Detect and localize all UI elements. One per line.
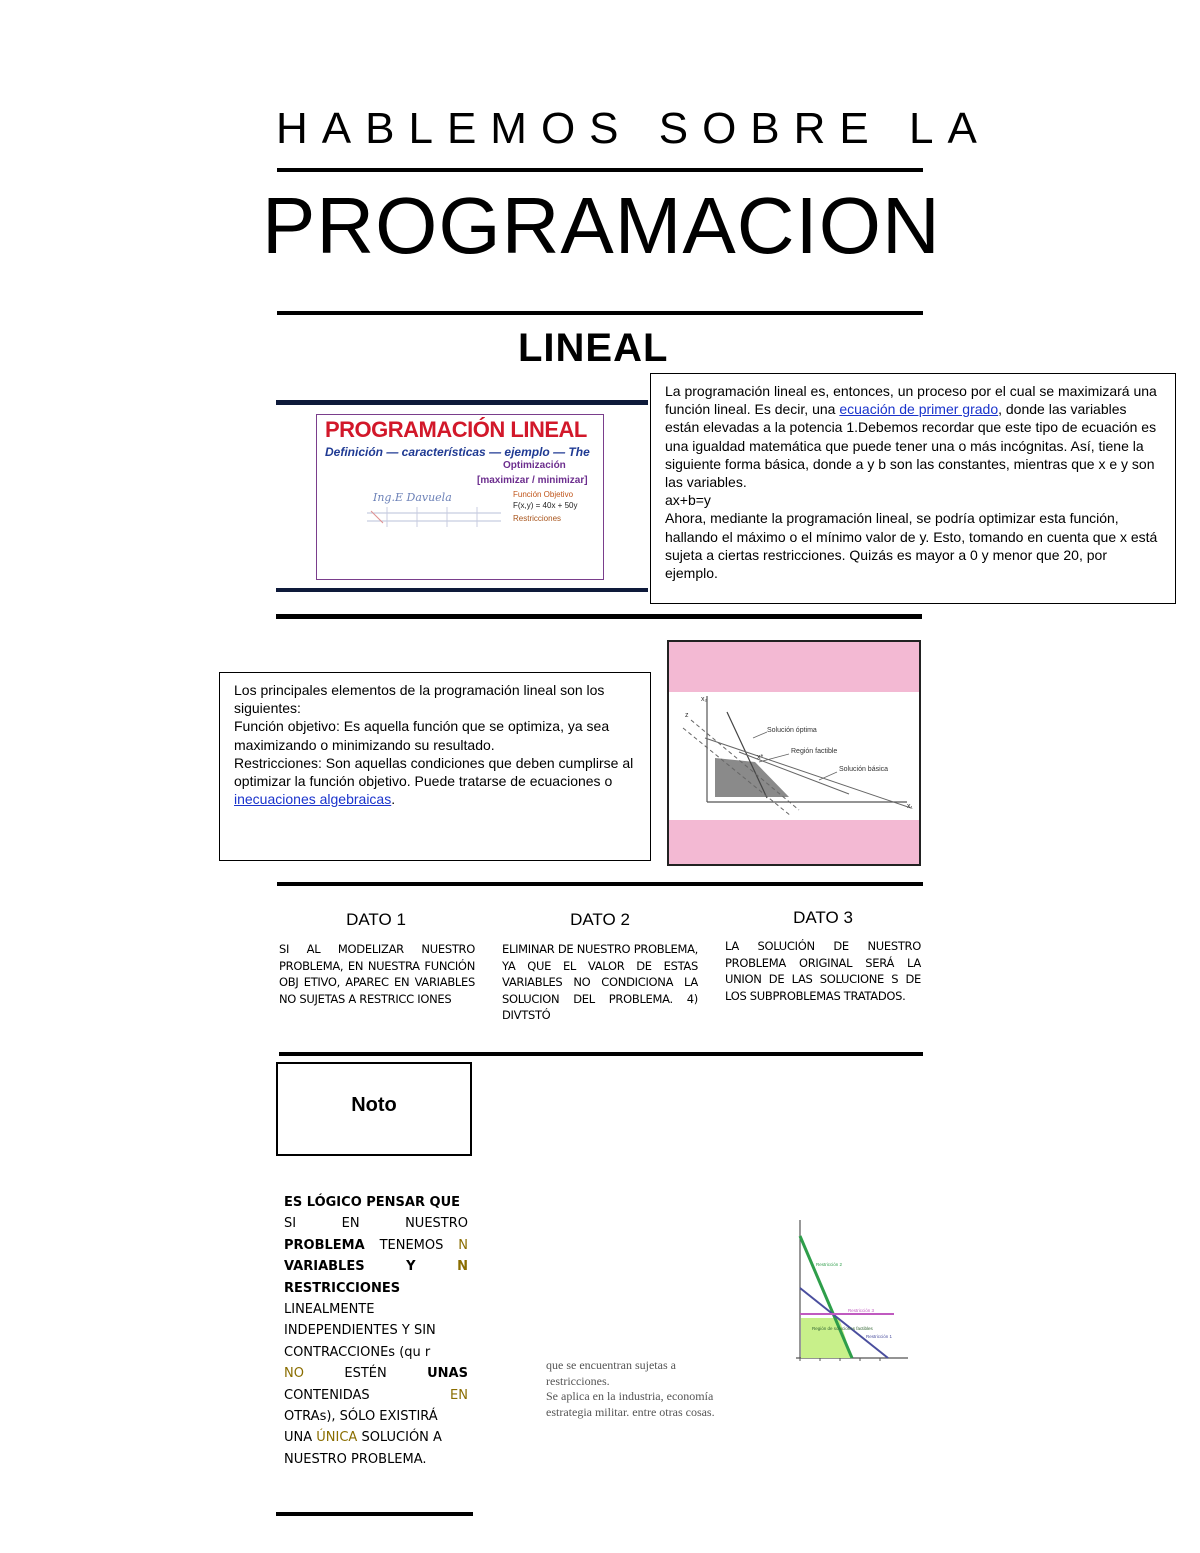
dato-2-text: ELIMINAR DE NUESTRO PROBLEMA, YA QUE EL VALOR DE ESTAS VARIABLES NO CONDICIONA LA SOLUCION DEL PROBLEMA. 4) DIVTSTÓ — [502, 942, 698, 1022]
programacion-lineal-image — [316, 414, 604, 580]
feasible-region-graph — [667, 640, 921, 866]
card-rule-top — [276, 400, 648, 405]
inecuaciones-link[interactable]: inecuaciones algebraicas — [234, 791, 392, 808]
title-line-3: LINEAL — [518, 326, 669, 370]
card-subheading: Definición — características — ejemplo — The — [325, 445, 590, 459]
serif-line-1: que se encuentran sujetas a — [546, 1358, 676, 1372]
card-restricciones: Restricciones — [513, 514, 562, 523]
note-word: PROBLEMA — [284, 1237, 365, 1253]
note-line-11: OTRAs), SÓLO EXISTIRÁ — [284, 1409, 438, 1425]
elements-textbox — [219, 672, 651, 861]
optimization-paragraph: Ahora, mediante la programación lineal, se podría optimizar esta función, hallando el máximo o el mínimo valor de y. Esto, tomando en cuenta que x está sujeta a ciertas restricciones. Quizás es mayor a 0 y menor que 20, por ejemplo. — [665, 510, 1158, 582]
definition-textbox — [650, 373, 1176, 604]
note-word: NUESTRO — [405, 1216, 468, 1232]
serif-line-2: restricciones. — [546, 1373, 610, 1388]
small-graph-label-1: Restricción 2 — [816, 1262, 843, 1267]
graph-x1-label: x₁ — [907, 803, 913, 810]
graph-solucion-optima: Solución óptima — [767, 727, 817, 734]
card-maxmin: [maximizar / minimizar] — [477, 475, 588, 486]
funcion-objetivo-paragraph: Función objetivo: Es aquella función que se optimiza, ya sea maximizando o minimizando su resultado. — [234, 718, 610, 753]
dato-1-heading: DATO 1 — [346, 910, 406, 929]
note-word: EN — [341, 1216, 360, 1232]
note-box — [276, 1062, 472, 1156]
dato-3-heading: DATO 3 — [793, 908, 853, 927]
note-word: SOLUCIÓN A — [357, 1430, 442, 1446]
note-text — [284, 1192, 468, 1470]
serif-excerpt — [546, 1358, 738, 1420]
definition-text-a: La programación lineal es, entonces, un proceso por el cual se maximizará una función lineal. Es decir, una — [665, 383, 1157, 418]
serif-line-3: Se aplica en la industria, economía — [546, 1389, 714, 1403]
card-heading: PROGRAMACIÓN LINEAL — [325, 417, 587, 442]
note-word: TENEMOS — [379, 1237, 444, 1253]
note-word: N — [458, 1237, 468, 1253]
note-word: N — [457, 1259, 468, 1275]
small-graph-region: Región de soluciones factibles — [812, 1326, 873, 1331]
section-rule-2 — [277, 882, 923, 886]
card-grid-sketch — [367, 507, 503, 527]
elements-intro: Los principales elementos de la programación lineal son los siguientes: — [234, 682, 605, 717]
card-formula: F(x,y) = 40x + 50y — [513, 501, 578, 510]
note-bottom-rule — [276, 1512, 473, 1516]
note-word: ESTÉN — [344, 1366, 387, 1382]
graph-region-factible: Región factible — [791, 748, 838, 755]
ecuacion-primer-grado-link[interactable]: ecuación de primer grado — [839, 401, 999, 418]
note-line-1: ES LÓGICO PENSAR QUE — [284, 1195, 461, 1210]
graph-x2-label: x₂ — [701, 696, 708, 703]
dato-2-heading: DATO 2 — [570, 910, 630, 929]
card-funcion-objetivo: Función Objetivo — [513, 490, 574, 499]
note-line-6: LINEALMENTE — [284, 1302, 375, 1318]
note-line-12 — [284, 1427, 468, 1448]
title-rule-2 — [277, 311, 923, 315]
card-optimizacion: Optimización — [503, 460, 566, 471]
small-graph-label-2: Restricción 3 — [848, 1308, 875, 1313]
note-word: NO — [284, 1366, 304, 1382]
card-rule-bottom — [276, 588, 648, 592]
definition-text-b: , donde las variables están elevadas a la potencia 1.Debemos recordar que este tipo de ecuación es una igualdad matemática que puede tener una o más incógnitas. Así, tiene la siguiente forma básica, donde a y b son las constantes, mientras que x e y son las variables. — [665, 401, 1157, 491]
note-line-5: RESTRICCIONES — [284, 1280, 401, 1296]
note-line-10 — [284, 1385, 468, 1406]
note-word: UNA — [284, 1430, 317, 1446]
graph-canvas — [669, 692, 919, 820]
dato-3-text: LA SOLUCIÓN DE NUESTRO PROBLEMA ORIGINAL SERÁ LA UNION DE LAS SOLUCIONE S DE LOS SUBPROBLEMAS TRATADOS. — [725, 939, 921, 1003]
small-feasibility-graph — [790, 1218, 910, 1364]
dato-1-text: SI AL MODELIZAR NUESTRO PROBLEMA, EN NUESTRA FUNCIÓN OBJ ETIVO, APAREC EN VARIABLES NO SUJETAS A RESTRICC IONES — [279, 942, 475, 1006]
title-rule-1 — [277, 168, 923, 172]
note-line-9 — [284, 1363, 468, 1384]
restricciones-paragraph — [234, 754, 636, 809]
title-line-2: PROGRAMACION — [262, 181, 941, 270]
restricciones-text: Restricciones: Son aquellas condiciones que deben cumplirse al optimizar la función objetivo. Puede tratarse de ecuaciones o — [234, 754, 634, 790]
graph-svg — [669, 692, 919, 820]
note-line-3 — [284, 1235, 468, 1256]
note-word: Y — [406, 1259, 416, 1275]
note-line-4 — [284, 1256, 468, 1277]
serif-line-4: estrategia militar. entre otras cosas. — [546, 1404, 715, 1419]
restricciones-period: . — [391, 791, 396, 808]
note-title: Noto — [351, 1094, 397, 1116]
note-word: EN — [450, 1387, 468, 1403]
note-line-13: NUESTRO PROBLEMA. — [284, 1451, 427, 1467]
note-line-7: INDEPENDIENTES Y SIN — [284, 1323, 436, 1339]
card-signature: Ing.E Davuela — [373, 491, 452, 504]
section-rule-1 — [276, 614, 922, 619]
note-word: CONTENIDAS — [284, 1387, 370, 1403]
note-line-2 — [284, 1213, 468, 1234]
graph-z-label: z — [685, 712, 689, 719]
note-word: SI — [284, 1216, 297, 1232]
definition-paragraph — [665, 382, 1161, 491]
note-word: VARIABLES — [284, 1259, 365, 1275]
graph-xstar-label: x* — [757, 754, 764, 761]
note-word: UNAS — [427, 1366, 468, 1382]
graph-solucion-basica: Solución básica — [839, 766, 889, 773]
formula-text: ax+b=y — [665, 492, 711, 509]
title-line-1: HABLEMOS SOBRE LA — [276, 104, 991, 153]
small-graph-label-3: Restricción 1 — [866, 1334, 893, 1339]
section-rule-3 — [279, 1052, 923, 1056]
note-line-8: CONTRACCIONEs (qu r — [284, 1344, 431, 1360]
note-word: ÚNICA — [316, 1430, 358, 1446]
